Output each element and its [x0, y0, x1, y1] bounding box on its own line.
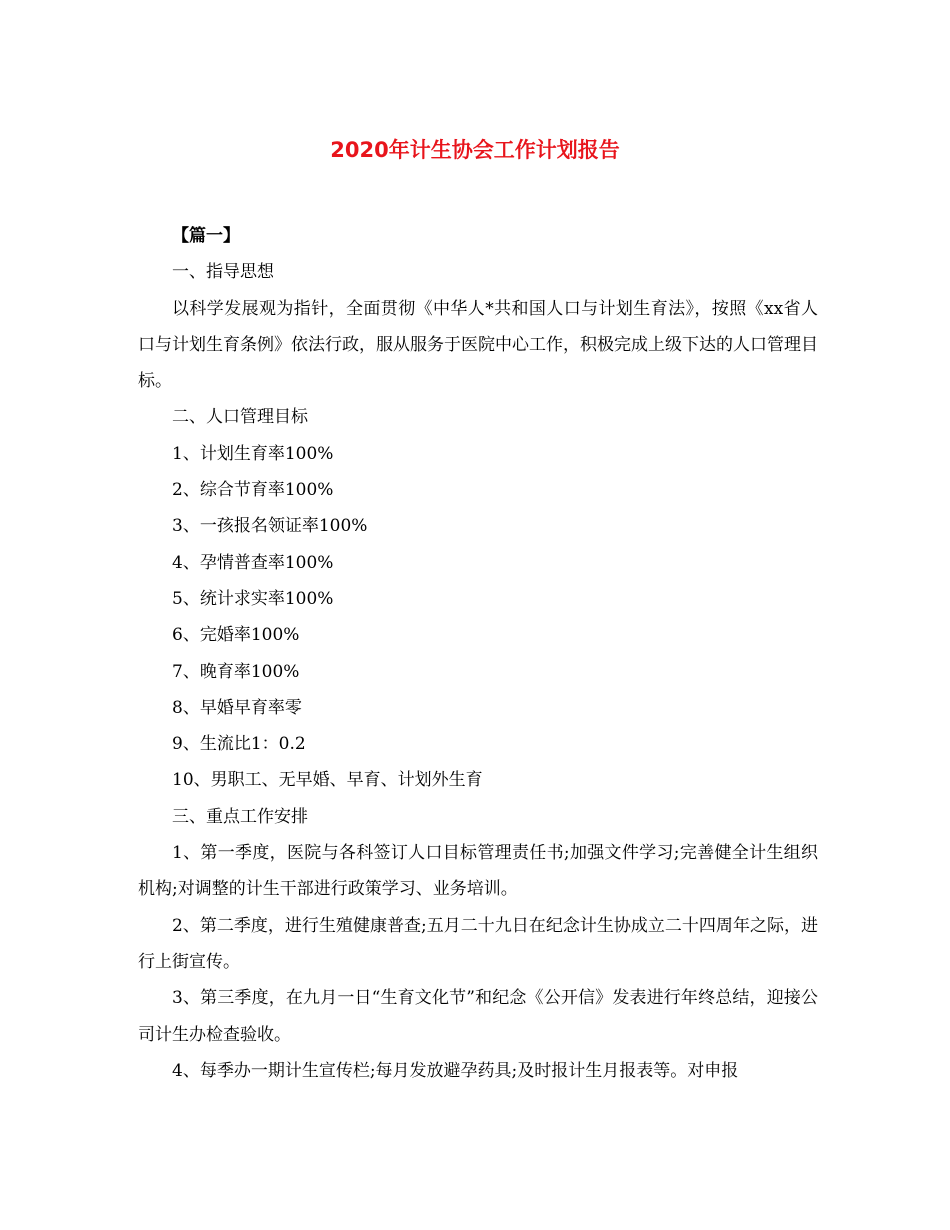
target-item: 3、一孩报名领证率100% [172, 516, 368, 537]
target-item: 10、男职工、无早婚、早育、计划外生育 [172, 770, 483, 791]
work-item: 1、第一季度，医院与各科签订人口目标管理责任书;加强文件学习;完善健全计生组织机构;对调整的计生干部进行政策学习、业务培训。 [138, 843, 818, 900]
target-item: 2、综合节育率100% [172, 480, 334, 501]
target-item: 9、生流比1：0.2 [172, 734, 306, 755]
work-item: 4、每季办一期计生宣传栏;每月发放避孕药具;及时报计生月报表等。对申报 [172, 1060, 739, 1081]
paragraph-guiding-ideology: 以科学发展观为指针，全面贯彻《中华人*共和国人口与计划生育法》，按照《xx省人口与计划生育条例》依法行政，服从服务于医院中心工作，积极完成上级下达的人口管理目标。 [138, 298, 818, 392]
work-item: 3、第三季度，在九月一日“生育文化节”和纪念《公开信》发表进行年终总结，迎接公司计生办检查验收。 [138, 988, 818, 1045]
heading-key-work: 三、重点工作安排 [172, 806, 308, 827]
work-item: 2、第二季度，进行生殖健康普查;五月二十九日在纪念计生协成立二十四周年之际，进行上街宣传。 [138, 915, 818, 972]
document-title: 2020年计生协会工作计划报告 [330, 138, 620, 162]
target-item: 4、孕情普查率100% [172, 552, 334, 573]
section-label: 【篇一】 [172, 226, 240, 246]
heading-guiding-ideology: 一、指导思想 [172, 262, 274, 283]
target-item: 6、完婚率100% [172, 625, 300, 646]
target-item: 5、统计求实率100% [172, 588, 334, 609]
target-item: 7、晚育率100% [172, 661, 300, 682]
heading-population-targets: 二、人口管理目标 [172, 407, 308, 428]
target-item: 8、早婚早育率零 [172, 697, 302, 718]
target-item: 1、计划生育率100% [172, 443, 334, 464]
document-body [138, 218, 818, 1089]
